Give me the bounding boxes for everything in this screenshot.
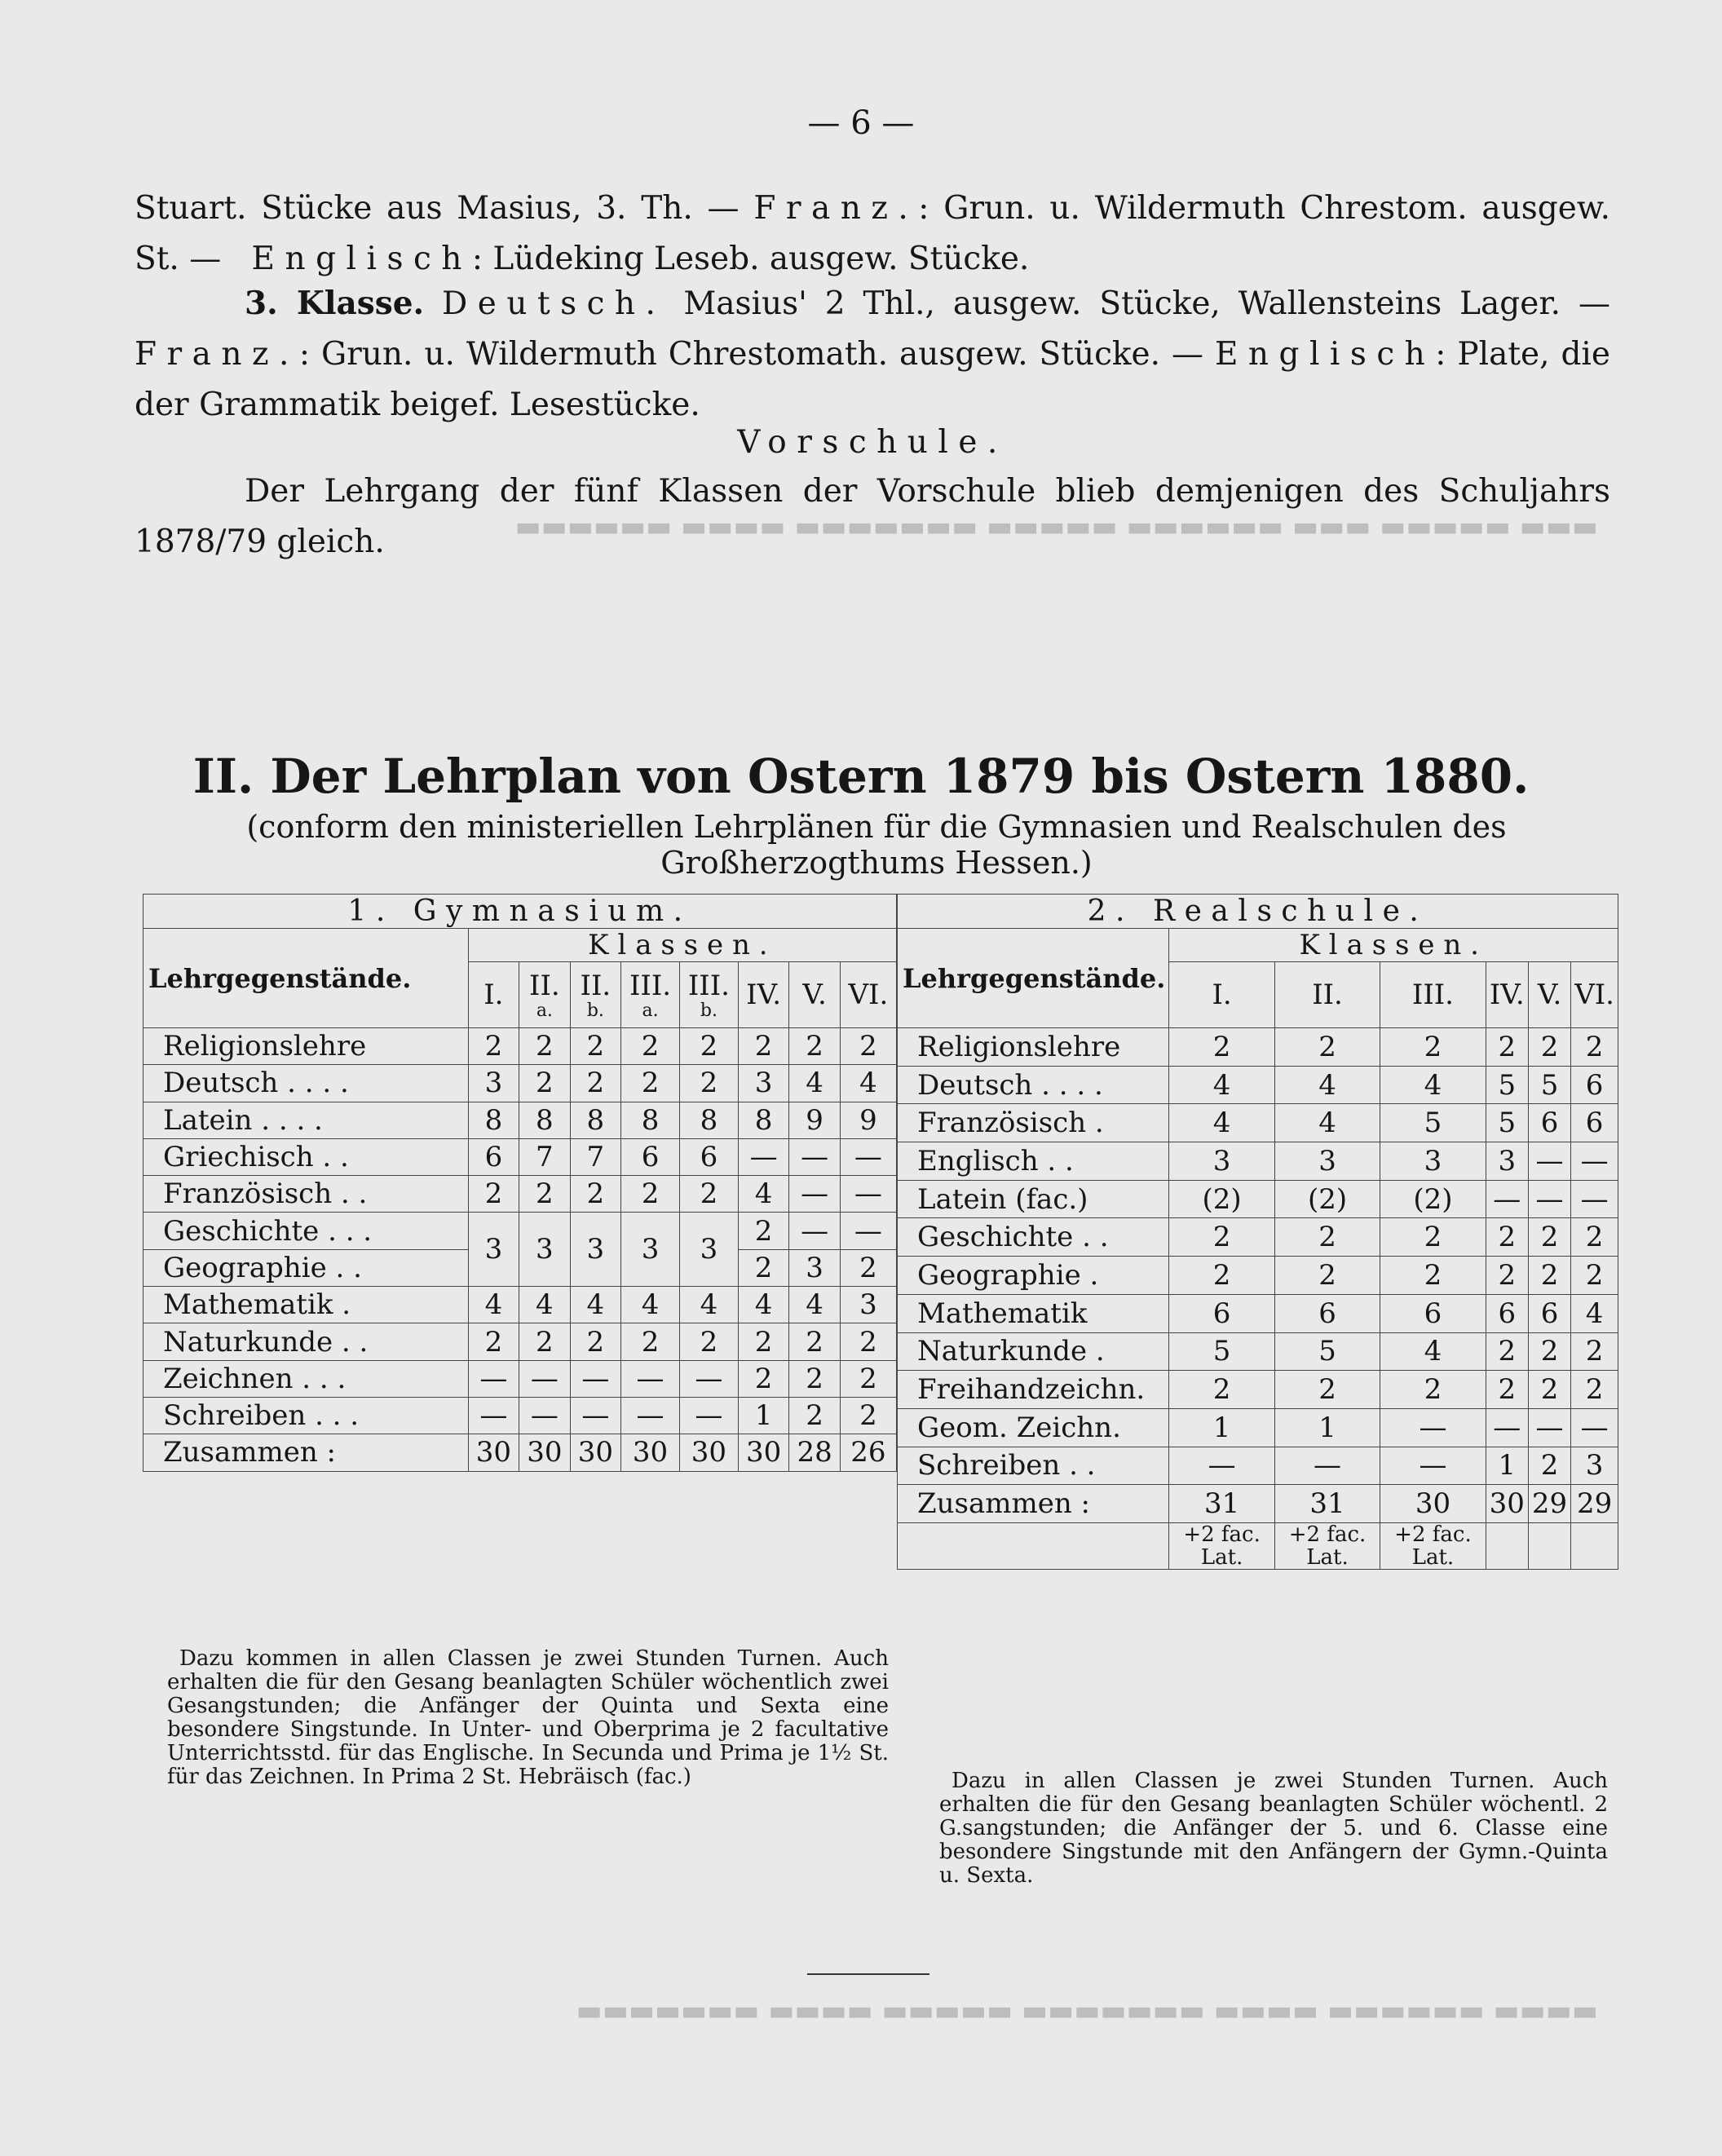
total-cell: 31 (1169, 1485, 1274, 1523)
value-cell: 2 (679, 1065, 738, 1102)
value-cell: — (840, 1213, 896, 1249)
value-cell: 2 (789, 1323, 840, 1360)
value-cell: 6 (679, 1138, 738, 1175)
subject-cell: Schreiben . . . (144, 1397, 469, 1434)
column-header (679, 962, 738, 1028)
subject-cell: Deutsch . . . . (898, 1066, 1169, 1104)
value-cell: 2 (1274, 1371, 1380, 1409)
table-row (898, 1408, 1618, 1447)
class-numeral: V. (802, 979, 827, 1011)
value-cell: — (1528, 1142, 1570, 1181)
value-cell: 2 (840, 1360, 896, 1397)
value-cell: (2) (1380, 1180, 1486, 1218)
extras-row (898, 1522, 1618, 1569)
paragraph-klasse-3 (135, 278, 1610, 431)
subject-cell: Griechisch . . (144, 1138, 469, 1175)
value-cell: 3 (1274, 1142, 1380, 1181)
table-row (898, 1104, 1618, 1142)
klassen-label: Klassen. (468, 929, 896, 962)
value-cell: 4 (679, 1287, 738, 1323)
subject-cell: Geographie . . (144, 1249, 469, 1286)
subject-cell: Latein (fac.) (898, 1180, 1169, 1218)
spaced-word: Deutsch. (442, 285, 666, 322)
value-cell: — (621, 1360, 680, 1397)
spaced-word: — Englisch (189, 241, 472, 277)
value-cell: 2 (1528, 1257, 1570, 1295)
value-cell: 8 (679, 1102, 738, 1138)
value-cell: — (1571, 1180, 1618, 1218)
value-cell: — (570, 1360, 620, 1397)
value-cell: 3 (1571, 1447, 1618, 1485)
value-cell: 2 (1486, 1332, 1528, 1371)
value-cell: — (468, 1397, 519, 1434)
class-numeral: III. (687, 970, 730, 1002)
extra-cell: +2 fac. Lat. (1274, 1522, 1380, 1569)
value-cell: 2 (840, 1323, 896, 1360)
value-cell: 2 (519, 1323, 570, 1360)
value-cell: 2 (738, 1360, 788, 1397)
section-subtitle: (conform den ministeriellen Lehrplänen für die Gymnasien und Realschulen des Großherzogthums Hessen.) (246, 809, 1507, 881)
table-row (144, 1323, 897, 1360)
value-cell: 5 (1380, 1104, 1486, 1142)
class-numeral: VI. (848, 979, 889, 1011)
value-cell: 5 (1169, 1332, 1274, 1371)
value-cell: 8 (468, 1102, 519, 1138)
value-cell: 1 (1486, 1447, 1528, 1485)
value-cell: 6 (1528, 1104, 1570, 1142)
class-subdivision: b. (700, 1001, 718, 1021)
table-row (898, 1332, 1618, 1371)
value-cell: — (1380, 1408, 1486, 1447)
value-cell: 6 (1528, 1294, 1570, 1332)
extra-cell: +2 fac. Lat. (1380, 1522, 1486, 1569)
value-cell: — (1380, 1447, 1486, 1485)
value-cell: 2 (621, 1176, 680, 1213)
table-row (144, 1176, 897, 1213)
value-cell: — (789, 1176, 840, 1213)
value-cell: 8 (621, 1102, 680, 1138)
value-cell: 2 (570, 1028, 620, 1065)
class-subdivision: a. (536, 1001, 553, 1021)
subject-cell: Geographie . (898, 1257, 1169, 1295)
value-cell: — (570, 1397, 620, 1434)
value-cell: 4 (1169, 1066, 1274, 1104)
vorschule-text: Der Lehrgang der fünf Klassen der Vorschule blieb demjenigen des Schuljahrs 1878/79 gleich. (135, 473, 1610, 560)
value-cell: 2 (840, 1028, 896, 1065)
value-cell: 2 (1486, 1218, 1528, 1257)
subject-cell: Geom. Zeichn. (898, 1408, 1169, 1447)
section-title: II. Der Lehrplan von Ostern 1879 bis Ostern 1880. (192, 749, 1530, 804)
value-cell: 2 (738, 1213, 788, 1249)
value-cell: 2 (1528, 1332, 1570, 1371)
subject-cell: Deutsch . . . . (144, 1065, 469, 1102)
total-cell: 30 (1380, 1485, 1486, 1523)
value-cell: 4 (789, 1065, 840, 1102)
table-row (144, 1287, 897, 1323)
text-run: : Grun. u. Wildermuth Chrestom. ausgew. St. (135, 190, 1610, 277)
value-cell: — (789, 1138, 840, 1175)
subject-cell: Mathematik . (144, 1287, 469, 1323)
table-row (144, 1102, 897, 1138)
value-cell: 2 (1571, 1257, 1618, 1295)
merged-value-cell: 3 (570, 1213, 620, 1287)
vorschule-heading: Vorschule. (737, 424, 1008, 461)
value-cell: 4 (738, 1287, 788, 1323)
value-cell: 5 (1274, 1332, 1380, 1371)
value-cell: 4 (1169, 1104, 1274, 1142)
subject-cell: Französisch . . (144, 1176, 469, 1213)
divider-rule (807, 1973, 929, 1975)
value-cell: 1 (738, 1397, 788, 1434)
value-cell: 3 (1486, 1142, 1528, 1181)
column-header (570, 962, 620, 1028)
class-numeral: II. (580, 970, 612, 1002)
value-cell: — (738, 1138, 788, 1175)
value-cell: 2 (570, 1176, 620, 1213)
text-run: Masius' 2 Thl., ausgew. Stücke, Wallensteins Lager. — (683, 285, 1611, 322)
class-subdivision: b. (586, 1001, 604, 1021)
value-cell: 4 (621, 1287, 680, 1323)
subject-cell: Englisch . . (898, 1142, 1169, 1181)
column-header: V. (1528, 962, 1570, 1028)
value-cell: 2 (519, 1176, 570, 1213)
merged-value-cell: 3 (679, 1213, 738, 1287)
value-cell: 2 (468, 1323, 519, 1360)
text-run: : Grun. u. Wildermuth Chrestomath. ausgew. Stücke. — (298, 336, 1203, 373)
value-cell: 8 (570, 1102, 620, 1138)
table-row (144, 1065, 897, 1102)
value-cell: 2 (840, 1397, 896, 1434)
value-cell: 2 (1486, 1257, 1528, 1295)
column-header (840, 962, 896, 1028)
table-row (898, 1294, 1618, 1332)
value-cell: 2 (789, 1360, 840, 1397)
column-header (519, 962, 570, 1028)
column-header (738, 962, 788, 1028)
extra-cell (1528, 1522, 1570, 1569)
realschule-heading: 2. Realschule. (898, 895, 1618, 929)
subject-header: Lehrgegenstände. (898, 929, 1169, 1028)
value-cell: 2 (1169, 1028, 1274, 1067)
value-cell: 2 (738, 1028, 788, 1065)
total-cell: 30 (468, 1434, 519, 1471)
value-cell: 2 (679, 1028, 738, 1065)
value-cell: 2 (570, 1323, 620, 1360)
spaced-word: Franz. (753, 190, 919, 227)
subject-cell: Geschichte . . . (144, 1213, 469, 1249)
value-cell: 2 (1169, 1371, 1274, 1409)
bleed-through: ▬▬▬▬ ▬▬▬▬▬▬ ▬▬▬▬ ▬▬▬▬▬▬▬ ▬▬▬▬▬ ▬▬▬▬ ▬▬▬▬▬▬▬ (576, 1995, 1598, 2027)
total-cell: 29 (1528, 1485, 1570, 1523)
value-cell: 2 (621, 1065, 680, 1102)
total-cell: 30 (621, 1434, 680, 1471)
total-cell: 30 (519, 1434, 570, 1471)
total-cell: 30 (1486, 1485, 1528, 1523)
value-cell: 2 (570, 1065, 620, 1102)
gymnasium-heading: 1. Gymnasium. (144, 895, 897, 929)
total-cell: 30 (738, 1434, 788, 1471)
table-row (144, 1397, 897, 1434)
value-cell: — (468, 1360, 519, 1397)
value-cell: — (519, 1397, 570, 1434)
value-cell: 4 (1380, 1332, 1486, 1371)
table-row (144, 1138, 897, 1175)
table-row (898, 1142, 1618, 1181)
table-row (898, 1066, 1618, 1104)
value-cell: (2) (1274, 1180, 1380, 1218)
value-cell: — (1528, 1180, 1570, 1218)
value-cell: 4 (789, 1287, 840, 1323)
column-header: IV. (1486, 962, 1528, 1028)
bleed-through: ▬▬▬ ▬▬▬▬▬ ▬▬▬ ▬▬▬▬▬▬ ▬▬▬▬▬ ▬▬▬▬▬▬▬ ▬▬▬▬ ▬▬▬▬▬▬ (514, 510, 1598, 543)
total-label: Zusammen : (898, 1485, 1169, 1523)
value-cell: 9 (840, 1102, 896, 1138)
value-cell: 2 (1528, 1028, 1570, 1067)
total-cell: 29 (1571, 1485, 1618, 1523)
value-cell: 4 (1571, 1294, 1618, 1332)
table-row (898, 1028, 1618, 1067)
table-row (898, 1371, 1618, 1409)
total-cell: 30 (679, 1434, 738, 1471)
value-cell: 6 (1571, 1104, 1618, 1142)
table-row (898, 1218, 1618, 1257)
klasse-heading: 3. Klasse. (245, 285, 425, 322)
value-cell: 2 (519, 1065, 570, 1102)
value-cell: 2 (1274, 1257, 1380, 1295)
realschule-footnote: Dazu in allen Classen je zwei Stunden Turnen. Auch erhalten die für den Gesang beanlagten Schüler wöchentl. 2 G.sangstunden; die Anfänger der 5. und 6. Classe eine besondere Singstunde mit den Anfängern der Gymn.-Quinta u. Sexta. (939, 1769, 1608, 1888)
value-cell: 5 (1486, 1104, 1528, 1142)
value-cell: 1 (1169, 1408, 1274, 1447)
table-row (898, 1180, 1618, 1218)
value-cell: 5 (1528, 1066, 1570, 1104)
paragraph-intro (135, 183, 1610, 285)
value-cell: 4 (570, 1287, 620, 1323)
text-run: : Plate, die der Grammatik beigef. Lesestücke. (135, 336, 1610, 423)
klassen-label: Klassen. (1169, 929, 1618, 962)
value-cell: — (1571, 1408, 1618, 1447)
value-cell: 3 (1380, 1142, 1486, 1181)
total-cell: 28 (789, 1434, 840, 1471)
total-label: Zusammen : (144, 1434, 469, 1471)
value-cell: 4 (1380, 1066, 1486, 1104)
value-cell: 2 (1380, 1028, 1486, 1067)
merged-value-cell: 3 (468, 1213, 519, 1287)
class-numeral: I. (483, 979, 504, 1011)
realschule-table (897, 894, 1618, 1570)
gymnasium-footnote: Dazu kommen in allen Classen je zwei Stunden Turnen. Auch erhalten die für den Gesang beanlagten Schüler wöchentlich zwei Gesangstunden; die Anfänger der Quinta und Sexta eine besondere Singstunde. In Unter- und Oberprima je 2 facultative Unterrichtsstd. für das Englische. In Secunda und Prima je 1½ St. für das Zeichnen. In Prima 2 St. Hebräisch (fac.) (167, 1646, 889, 1789)
value-cell: 4 (468, 1287, 519, 1323)
table-row (898, 1257, 1618, 1295)
column-header: VI. (1571, 962, 1618, 1028)
subject-cell: Zeichnen . . . (144, 1360, 469, 1397)
value-cell: 2 (1528, 1371, 1570, 1409)
table-row (144, 1360, 897, 1397)
spaced-word: Franz. (135, 336, 299, 373)
value-cell: 2 (738, 1323, 788, 1360)
subject-cell: Französisch . (898, 1104, 1169, 1142)
total-cell: 31 (1274, 1485, 1380, 1523)
value-cell: 2 (1528, 1218, 1570, 1257)
value-cell: — (1486, 1180, 1528, 1218)
value-cell: — (1528, 1408, 1570, 1447)
value-cell: 2 (1571, 1371, 1618, 1409)
subject-cell: Latein . . . . (144, 1102, 469, 1138)
value-cell: 2 (621, 1028, 680, 1065)
column-header (789, 962, 840, 1028)
total-cell: 30 (570, 1434, 620, 1471)
column-header: II. (1274, 962, 1380, 1028)
value-cell: 2 (468, 1028, 519, 1065)
class-subdivision: a. (642, 1001, 659, 1021)
extra-cell: +2 fac. Lat. (1169, 1522, 1274, 1569)
subject-cell: Mathematik (898, 1294, 1169, 1332)
subject-cell: Schreiben . . (898, 1447, 1169, 1485)
value-cell: 3 (789, 1249, 840, 1286)
text-run: : Lüdeking Leseb. ausgew. Stücke. (471, 241, 1030, 277)
value-cell: — (519, 1360, 570, 1397)
value-cell: 3 (840, 1287, 896, 1323)
value-cell: 2 (679, 1176, 738, 1213)
value-cell: 4 (519, 1287, 570, 1323)
value-cell: 6 (468, 1138, 519, 1175)
value-cell: 6 (1169, 1294, 1274, 1332)
value-cell: 2 (1380, 1257, 1486, 1295)
value-cell: 4 (738, 1176, 788, 1213)
value-cell: 7 (519, 1138, 570, 1175)
value-cell: (2) (1169, 1180, 1274, 1218)
subject-cell: Naturkunde . . (144, 1323, 469, 1360)
value-cell: 2 (789, 1397, 840, 1434)
column-header: I. (1169, 962, 1274, 1028)
value-cell: 2 (840, 1249, 896, 1286)
value-cell: 2 (1169, 1257, 1274, 1295)
empty-cell (898, 1522, 1169, 1569)
value-cell: 2 (1571, 1028, 1618, 1067)
value-cell: 6 (1571, 1066, 1618, 1104)
value-cell: 2 (1169, 1218, 1274, 1257)
value-cell: 2 (1380, 1218, 1486, 1257)
gymnasium-table (143, 894, 897, 1472)
value-cell: 8 (519, 1102, 570, 1138)
value-cell: 6 (1486, 1294, 1528, 1332)
value-cell: 2 (1528, 1447, 1570, 1485)
merged-value-cell: 3 (621, 1213, 680, 1287)
value-cell: 2 (1274, 1028, 1380, 1067)
total-row (898, 1485, 1618, 1523)
merged-value-cell: 3 (519, 1213, 570, 1287)
subject-cell: Freihandzeichn. (898, 1371, 1169, 1409)
value-cell: 2 (789, 1028, 840, 1065)
extra-cell (1571, 1522, 1618, 1569)
table-row (144, 1213, 897, 1249)
value-cell: — (1274, 1447, 1380, 1485)
value-cell: 2 (1486, 1371, 1528, 1409)
value-cell: — (1486, 1408, 1528, 1447)
value-cell: 2 (1486, 1028, 1528, 1067)
value-cell: 5 (1486, 1066, 1528, 1104)
value-cell: 6 (1380, 1294, 1486, 1332)
total-cell: 26 (840, 1434, 896, 1471)
subject-cell: Religionslehre (144, 1028, 469, 1065)
column-header: III. (1380, 962, 1486, 1028)
value-cell: 6 (621, 1138, 680, 1175)
value-cell: — (789, 1213, 840, 1249)
column-header (621, 962, 680, 1028)
value-cell: — (1169, 1447, 1274, 1485)
value-cell: — (679, 1397, 738, 1434)
value-cell: 4 (1274, 1066, 1380, 1104)
value-cell: — (679, 1360, 738, 1397)
value-cell: 1 (1274, 1408, 1380, 1447)
value-cell: 3 (468, 1065, 519, 1102)
extra-cell (1486, 1522, 1528, 1569)
column-header (468, 962, 519, 1028)
value-cell: 6 (1274, 1294, 1380, 1332)
text-run: Stuart. Stücke aus Masius, 3. Th. — (135, 190, 740, 227)
value-cell: — (621, 1397, 680, 1434)
spaced-word: Englisch (1214, 336, 1436, 373)
value-cell: 4 (840, 1065, 896, 1102)
value-cell: 2 (1571, 1332, 1618, 1371)
subject-cell: Geschichte . . (898, 1218, 1169, 1257)
class-numeral: IV. (746, 979, 782, 1011)
subject-header: Lehrgegenstände. (144, 929, 469, 1028)
value-cell: 2 (621, 1323, 680, 1360)
page-number: — 6 — (807, 104, 915, 142)
value-cell: 3 (738, 1065, 788, 1102)
value-cell: 2 (738, 1249, 788, 1286)
value-cell: 2 (468, 1176, 519, 1213)
value-cell: 2 (519, 1028, 570, 1065)
value-cell: — (840, 1176, 896, 1213)
table-row (898, 1447, 1618, 1485)
value-cell: 7 (570, 1138, 620, 1175)
value-cell: — (840, 1138, 896, 1175)
value-cell: 2 (1380, 1371, 1486, 1409)
subject-cell: Religionslehre (898, 1028, 1169, 1067)
class-numeral: III. (629, 970, 672, 1002)
value-cell: 4 (1274, 1104, 1380, 1142)
class-numeral: II. (529, 970, 560, 1002)
subject-cell: Naturkunde . (898, 1332, 1169, 1371)
value-cell: 3 (1169, 1142, 1274, 1181)
value-cell: 9 (789, 1102, 840, 1138)
total-row (144, 1434, 897, 1471)
value-cell: — (1571, 1142, 1618, 1181)
value-cell: 2 (1274, 1218, 1380, 1257)
value-cell: 2 (679, 1323, 738, 1360)
value-cell: 2 (1571, 1218, 1618, 1257)
value-cell: 8 (738, 1102, 788, 1138)
table-row (144, 1028, 897, 1065)
